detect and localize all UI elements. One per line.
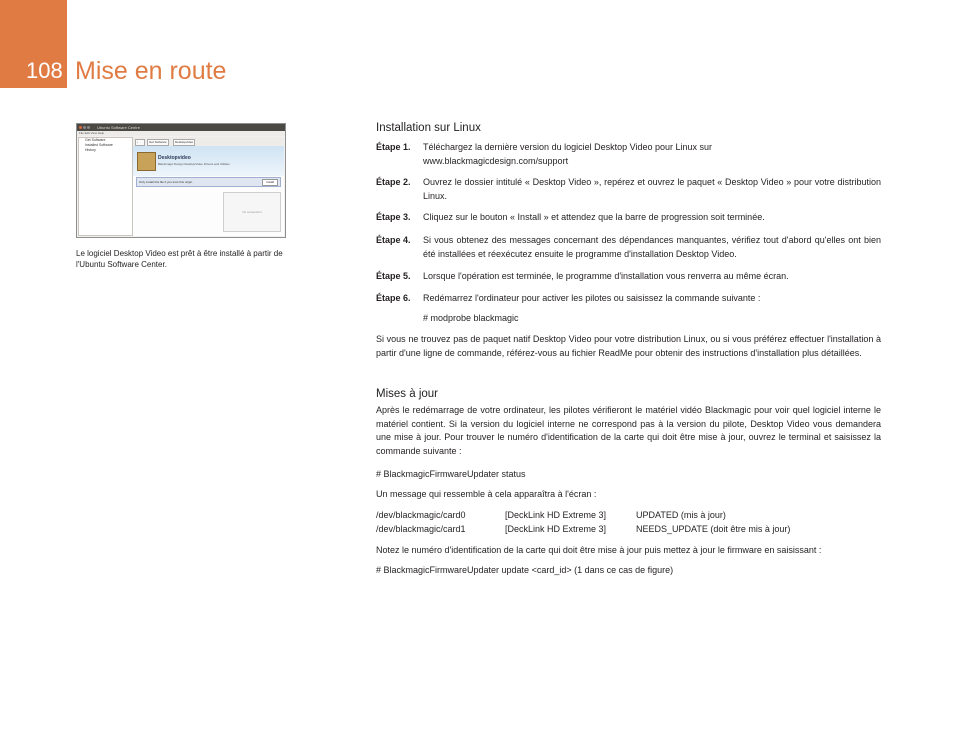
software-center-screenshot [76,123,286,238]
step-text: Si vous obtenez des messages concernant des dépendances manquantes, vérifiez tout d'abord qu'elles ont bien été installées et réexécutez ensuite le programme d'installation Desktop Video. [423,235,881,259]
close-icon [79,126,82,129]
step-4 [376,234,881,261]
window-menu: File Edit View Help [77,131,285,136]
toolbar-desktopvideo: Desktopvideo [175,140,194,144]
step-label: Étape 3. [376,212,411,222]
step-text: Cliquez sur le bouton « Install » et attendez que la barre de progression soit terminée. [423,212,765,222]
message-intro: Un message qui ressemble à cela apparaîtra à l'écran : [376,489,597,499]
row-0-device: /dev/blackmagic/card0 [376,510,466,520]
updates-intro: Après le redémarrage de votre ordinateur, les pilotes vérifieront le matériel vidéo Blackmagic pour voir quel logiciel interne le matériel contient. Si la version du logiciel interne ne correspond pas à la version du pilote, Desktop Video vous demandera une mise à jour. Pour trouver le numéro d'identification de la carte qui doit être mise à jour, ouvrez le terminal et saisissez la commande suivante : [376,405,881,456]
install-bar [136,177,281,187]
page-number: 108 [26,58,63,83]
sidebar-item-installed: Installed Software [85,143,113,147]
row-1-device: /dev/blackmagic/card1 [376,524,466,534]
update-command: # BlackmagicFirmwareUpdater update <card_id> (1 dans ce cas de figure) [376,565,674,575]
sidebar-item-get-software: Get Software [85,138,106,142]
app-subtitle: Blackmagic Design DesktopVideo Drivers and Utilities [158,162,230,166]
minimize-icon [83,126,86,129]
step-text: Ouvrez le dossier intitulé « Desktop Video », repérez et ouvrez le paquet « Desktop Video » pour votre distribution Linux. [423,177,881,201]
window-title: Ubuntu Software Centre [97,125,140,130]
step-label: Étape 1. [376,142,411,152]
install-bar-text: Only install this file if you trust this origin. [139,180,194,184]
app-name: Desktopvideo [158,155,191,161]
figure-caption: Le logiciel Desktop Video est prêt à être installé à partir de l'Ubuntu Software Center. [76,249,283,269]
window-toolbar [133,137,284,146]
step-text: Redémarrez l'ordinateur pour activer les pilotes ou saisissez la commande suivante : [423,293,761,303]
step-label: Étape 5. [376,271,411,281]
updates-heading: Mises à jour [376,388,438,400]
toolbar-get-software: Get Software [149,140,167,144]
step-label: Étape 4. [376,235,411,245]
no-screenshot-box: No screenshot [223,192,281,232]
row-0-card: [DeckLink HD Extreme 3] [505,510,607,520]
install-button: Install [262,179,278,186]
step-label: Étape 2. [376,177,411,187]
back-icon: ‹ [135,139,145,146]
step-text: Téléchargez la dernière version du logiciel Desktop Video pour Linux sur www.blackmagicdesign.com/support [423,142,712,166]
step-text: Lorsque l'opération est terminée, le programme d'installation vous renverra au même écran. [423,271,789,281]
modprobe-command: # modprobe blackmagic [423,313,519,323]
app-detail [133,146,284,236]
step-2 [376,176,881,203]
step-1 [376,141,881,168]
package-icon [137,152,156,171]
page-title: Mise en route [75,57,227,85]
row-0-status: UPDATED (mis à jour) [636,510,726,520]
linux-heading: Installation sur Linux [376,122,481,134]
linux-note: Si vous ne trouvez pas de paquet natif Desktop Video pour votre distribution Linux, ou si vous préférez effectuer l'installation à partir d'une ligne de commande, référez-vous au fichier ReadMe pour obtenir des instructions d'installation plus détaillées. [376,334,881,358]
sidebar [78,137,133,236]
maximize-icon [87,126,90,129]
row-1-status: NEEDS_UPDATE (doit être mis à jour) [636,524,791,534]
sidebar-item-history: History [85,148,96,152]
window-titlebar [77,124,285,131]
step-3 [376,211,881,225]
step-6 [376,292,881,306]
status-command: # BlackmagicFirmwareUpdater status [376,469,526,479]
updates-note: Notez le numéro d'identification de la carte qui doit être mise à jour puis mettez à jour le firmware en saisissant : [376,545,822,555]
step-5 [376,270,881,284]
step-label: Étape 6. [376,293,411,303]
row-1-card: [DeckLink HD Extreme 3] [505,524,607,534]
app-banner [133,146,284,176]
